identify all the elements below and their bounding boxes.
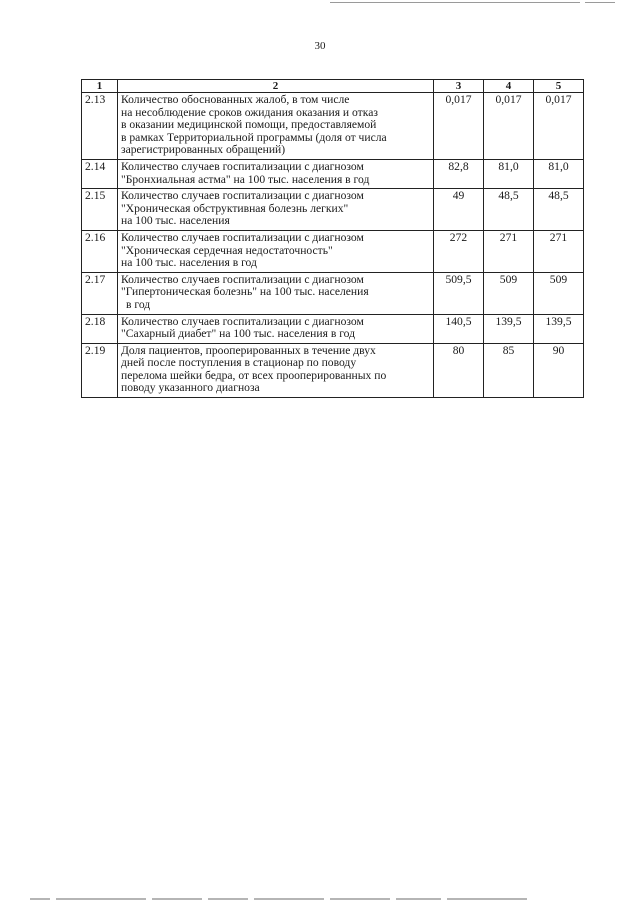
scan-artifact-bottom (30, 898, 590, 901)
value-col-4: 509 (484, 272, 534, 314)
description-line: "Сахарный диабет" на 100 тыс. населения в год (121, 327, 356, 341)
description-line: на 100 тыс. населения (121, 214, 230, 228)
value-col-4: 85 (484, 343, 534, 397)
value-col-4: 0,017 (484, 93, 534, 160)
description-line: в рамках Территориальной программы (доля от числа (121, 130, 387, 144)
row-number: 2.19 (82, 343, 118, 397)
value-col-4: 81,0 (484, 159, 534, 188)
value-col-5: 90 (534, 343, 584, 397)
description-line: в оказании медицинской помощи, предоставляемой (121, 118, 377, 132)
indicator-description (118, 93, 434, 160)
row-number: 2.14 (82, 159, 118, 188)
description-line: Количество случаев госпитализации с диагнозом (121, 272, 364, 286)
description-line: "Хроническая обструктивная болезнь легких" (121, 201, 349, 215)
description-line: на 100 тыс. населения в год (121, 256, 257, 270)
indicator-description (118, 189, 434, 231)
value-col-3: 140,5 (434, 314, 484, 343)
value-col-5: 48,5 (534, 189, 584, 231)
table-row (82, 272, 584, 314)
value-col-3: 82,8 (434, 159, 484, 188)
scan-artifact-top-right (585, 2, 615, 3)
table-row (82, 93, 584, 160)
value-col-3: 272 (434, 230, 484, 272)
header-col-2: 2 (118, 80, 434, 93)
table-header-row (82, 80, 584, 93)
description-line: в год (126, 297, 151, 311)
header-col-1: 1 (82, 80, 118, 93)
indicator-description (118, 314, 434, 343)
description-line: Количество обоснованных жалоб, в том числе (121, 93, 350, 106)
table-row (82, 230, 584, 272)
value-col-5: 81,0 (534, 159, 584, 188)
row-number: 2.13 (82, 93, 118, 160)
description-line: "Гипертоническая болезнь" на 100 тыс. населения (121, 285, 369, 299)
description-line: перелома шейки бедра, от всех прооперированных по (121, 368, 387, 382)
value-col-3: 0,017 (434, 93, 484, 160)
row-number: 2.18 (82, 314, 118, 343)
table-row (82, 159, 584, 188)
description-line: Количество случаев госпитализации с диагнозом (121, 159, 364, 173)
page-number: 30 (314, 40, 326, 52)
description-line: на несоблюдение сроков ожидания оказания и отказ (121, 105, 378, 119)
value-col-3: 49 (434, 189, 484, 231)
indicator-description (118, 343, 434, 397)
header-col-3: 3 (434, 80, 484, 93)
description-line: поводу указанного диагноза (121, 381, 260, 395)
value-col-4: 48,5 (484, 189, 534, 231)
header-col-4: 4 (484, 80, 534, 93)
value-col-4: 271 (484, 230, 534, 272)
row-number: 2.15 (82, 189, 118, 231)
indicators-table (81, 79, 584, 398)
value-col-5: 509 (534, 272, 584, 314)
value-col-4: 139,5 (484, 314, 534, 343)
value-col-5: 271 (534, 230, 584, 272)
value-col-5: 0,017 (534, 93, 584, 160)
description-line: зарегистрированных обращений) (121, 143, 286, 157)
row-number: 2.16 (82, 230, 118, 272)
description-line: "Хроническая сердечная недостаточность" (121, 243, 333, 257)
table-body (82, 93, 584, 398)
value-col-3: 509,5 (434, 272, 484, 314)
indicator-description (118, 272, 434, 314)
indicator-description (118, 230, 434, 272)
description-line: Доля пациентов, прооперированных в течение двух (121, 343, 376, 357)
table-row (82, 189, 584, 231)
description-line: дней после поступления в стационар по поводу (121, 356, 357, 370)
header-col-5: 5 (534, 80, 584, 93)
indicator-description (118, 159, 434, 188)
scan-artifact-top (330, 2, 580, 3)
table-row (82, 343, 584, 397)
description-line: Количество случаев госпитализации с диагнозом (121, 189, 364, 203)
row-number: 2.17 (82, 272, 118, 314)
value-col-5: 139,5 (534, 314, 584, 343)
description-line: Количество случаев госпитализации с диагнозом (121, 230, 364, 244)
table-row (82, 314, 584, 343)
value-col-3: 80 (434, 343, 484, 397)
description-line: "Бронхиальная астма" на 100 тыс. населения в год (121, 172, 370, 186)
description-line: Количество случаев госпитализации с диагнозом (121, 314, 364, 328)
